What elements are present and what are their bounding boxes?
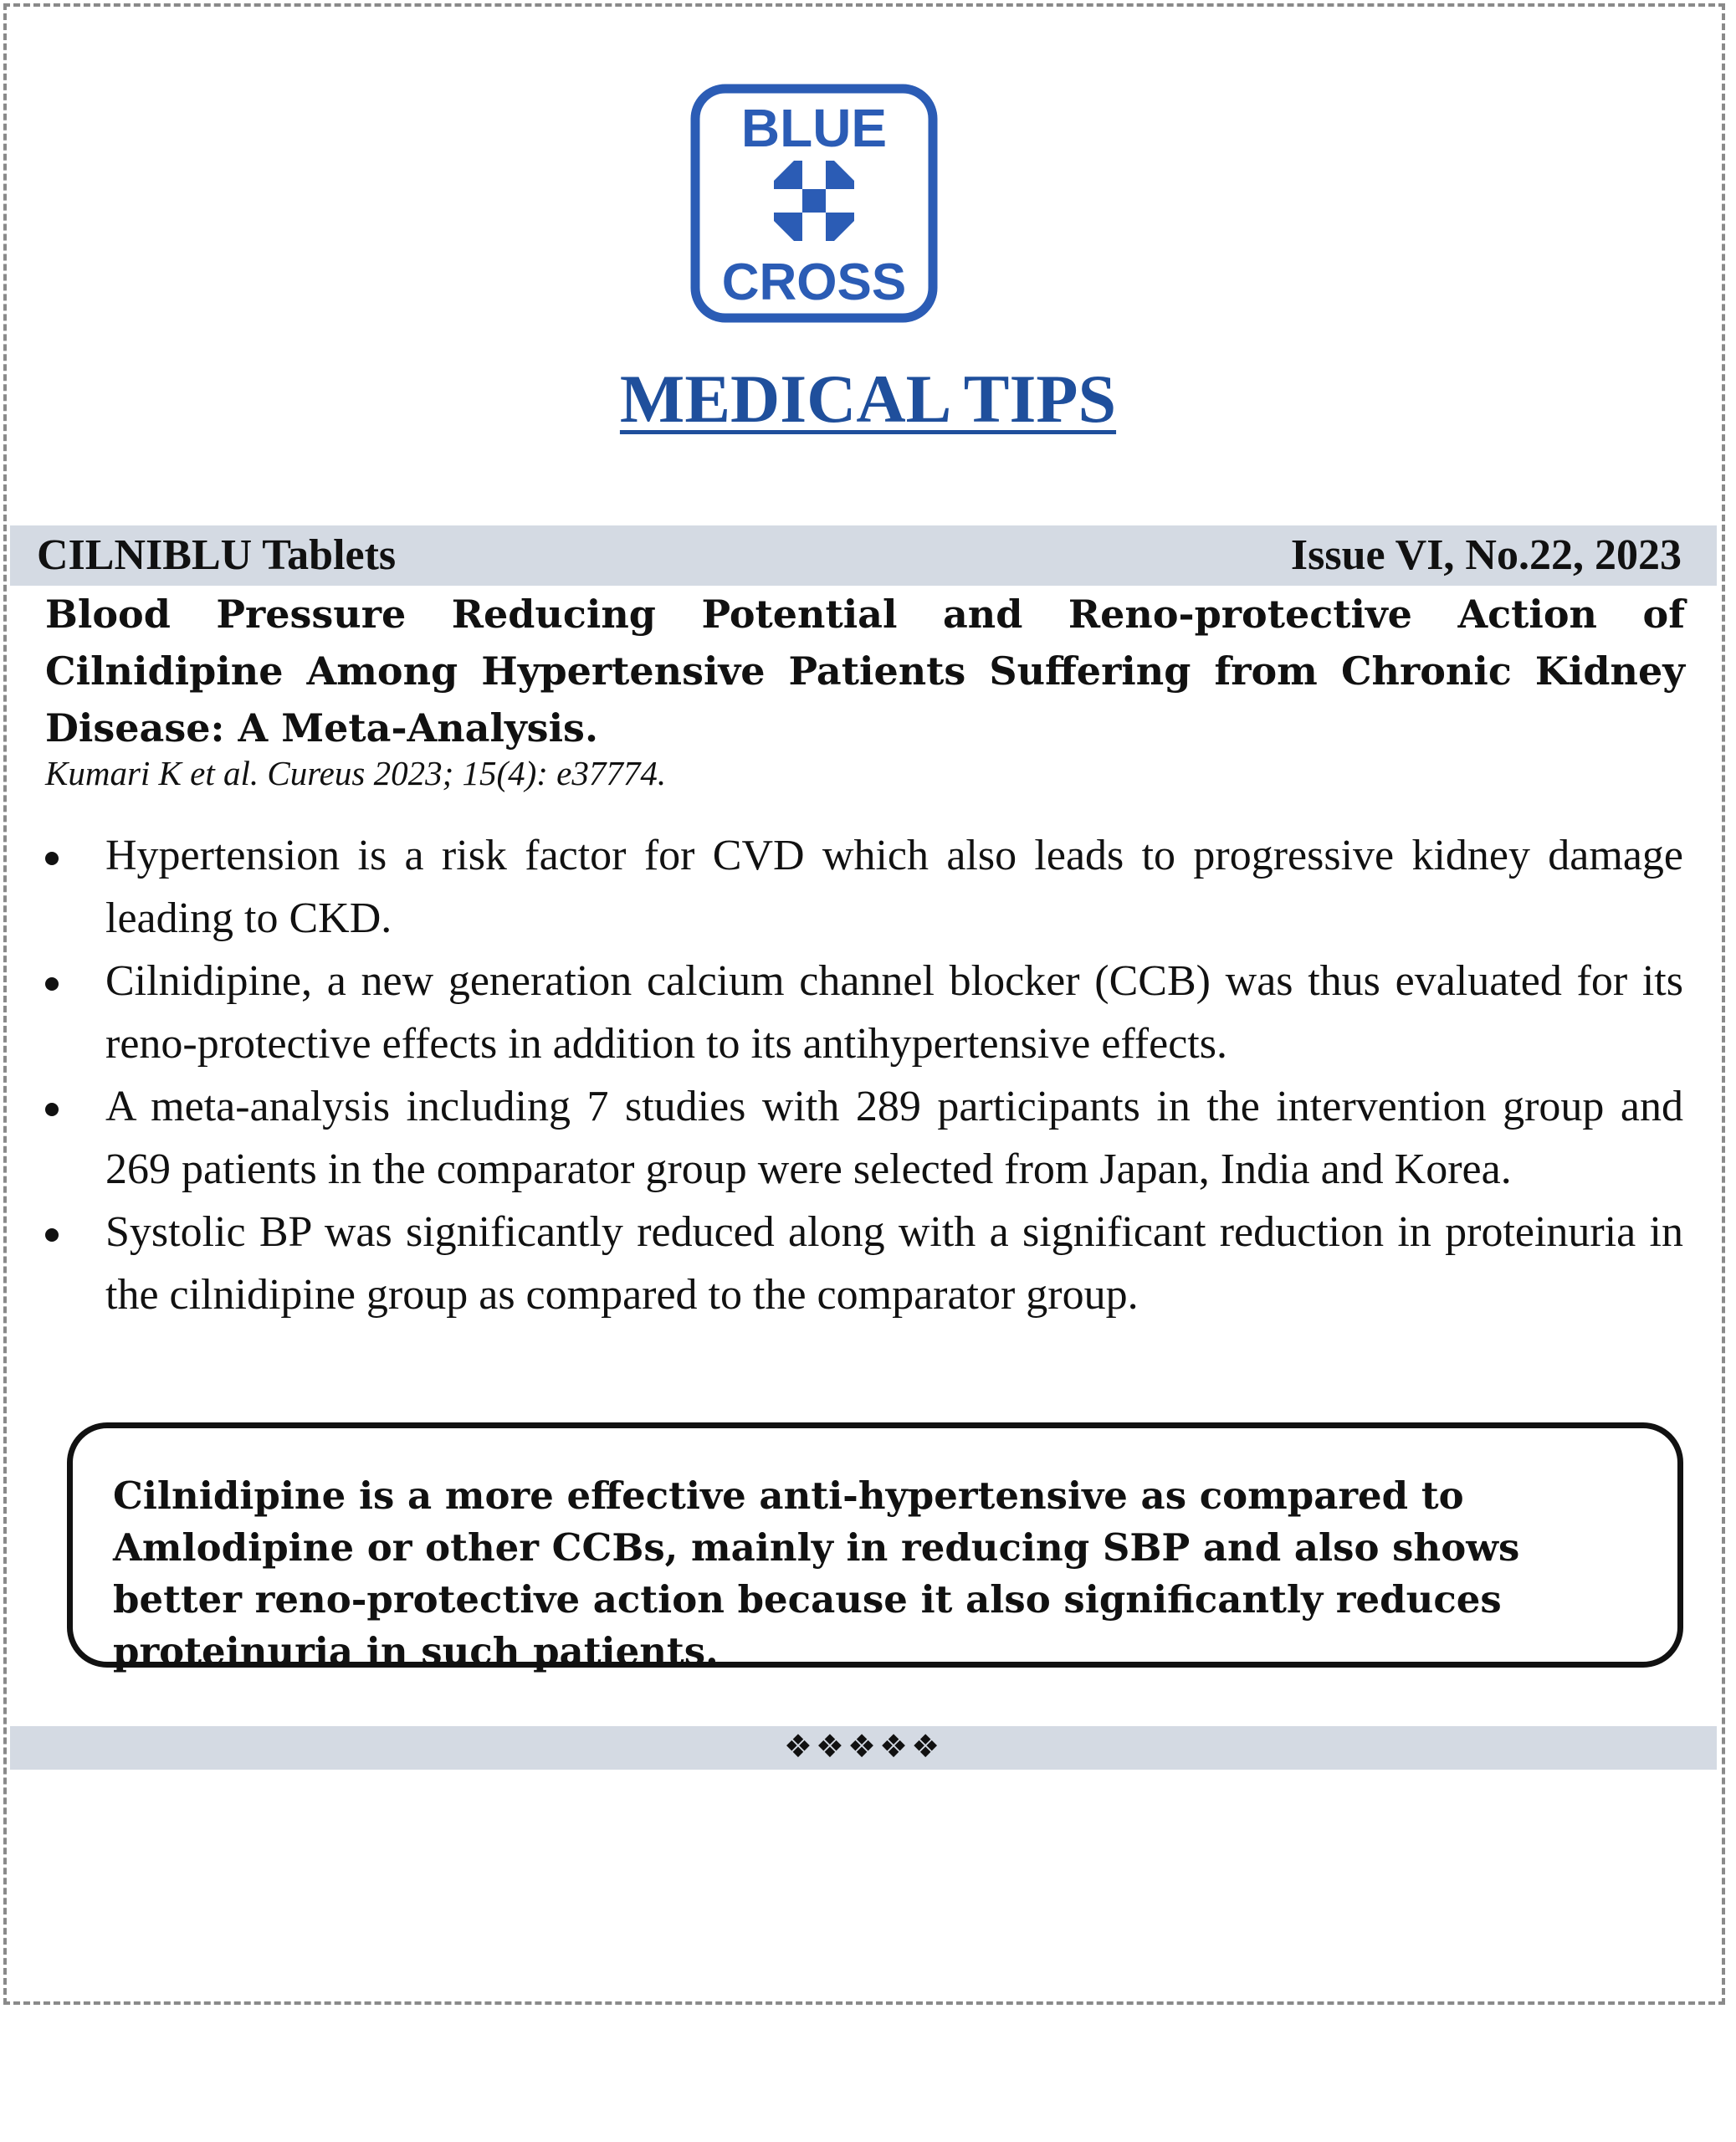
bullet-icon [45,1228,59,1242]
list-item-text: Systolic BP was significantly reduced along with a significant reduction in proteinuria in the cilnidipine group as compared to the comparator group. [105,1208,1683,1319]
issue-bar [10,525,1717,586]
list-item [45,1075,1683,1201]
key-points-list [45,824,1683,1326]
summary-box [67,1422,1683,1673]
page-title: MEDICAL TIPS [619,361,1117,437]
list-item-text: Cilnidipine, a new generation calcium channel blocker (CCB) was thus evaluated for its reno-protective effects in addition to its antihypertensive effects. [105,957,1683,1068]
issue-number: Issue VI, No.22, 2023 [1290,531,1682,579]
article-citation: Kumari K et al. Cureus 2023; 15(4): e37774. [45,754,667,792]
list-item-text: A meta-analysis including 7 studies with 289 participants in the intervention group and 269 patients in the comparator group were selected from Japan, India and Korea. [105,1083,1683,1193]
article-title: Blood Pressure Reducing Potential and Reno-protective Action of Cilnidipine Among Hypertensive Patients Suffering from Chronic Kidney Disease: A Meta-Analysis. [45,592,1685,751]
blue-cross-logo [690,84,938,323]
summary-text: Cilnidipine is a more effective anti-hypertensive as compared to Amlodipine or other CCBs, mainly in reducing SBP and also shows better reno-protective action because it also significantly reduces proteinuria in such patients. [113,1473,1520,1673]
footer-bar [10,1726,1717,1770]
bullet-icon [45,977,59,991]
cross-emblem-icon [774,161,854,241]
product-name: CILNIBLU Tablets [37,531,397,579]
bullet-icon [45,1103,59,1116]
logo-text-cross: CROSS [721,254,907,311]
list-item [45,1201,1683,1326]
list-item [45,950,1683,1075]
logo-text-blue: BLUE [740,98,888,158]
list-item [45,824,1683,950]
bullet-icon [45,852,59,865]
diamond-ornament-icon: ❖❖❖❖❖ [783,1728,944,1765]
list-item-text: Hypertension is a risk factor for CVD which also leads to progressive kidney damage leading to CKD. [105,832,1683,942]
